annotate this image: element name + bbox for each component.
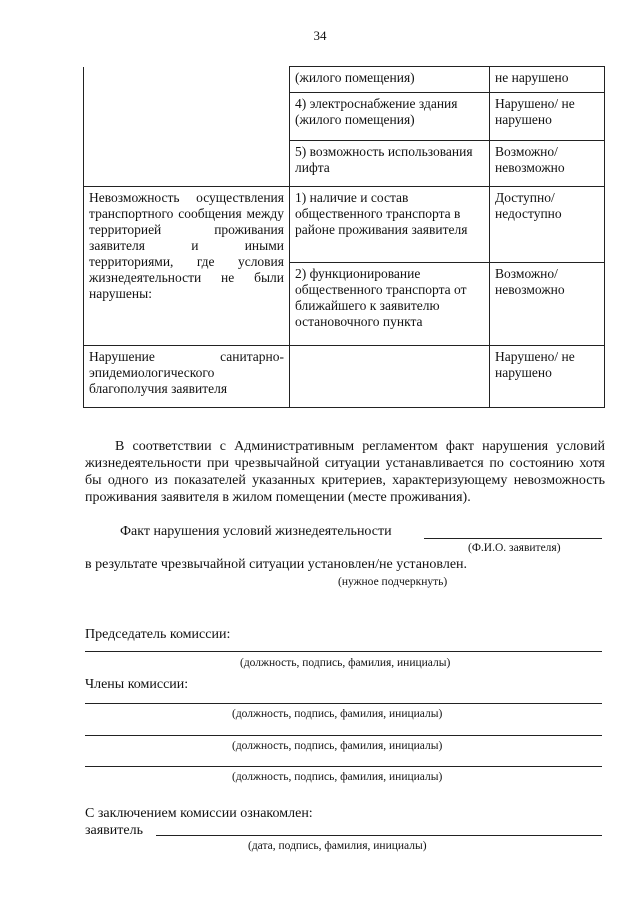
status-cell: Нарушено/ не нарушено: [490, 93, 605, 141]
criterion-cell: [84, 67, 290, 93]
status-cell: Нарушено/ не нарушено: [490, 346, 605, 408]
table-row: [84, 187, 605, 263]
applicant-name-line[interactable]: [424, 538, 602, 539]
chairman-label: Председатель комиссии:: [85, 627, 231, 642]
fact-result: в результате чрезвычайной ситуации установлен/не установлен.: [85, 557, 468, 572]
chairman-signature-hint: (должность, подпись, фамилия, инициалы): [240, 657, 451, 669]
member-signature-hint: (должность, подпись, фамилия, инициалы): [232, 771, 443, 783]
criterion-cell: [84, 93, 290, 141]
applicant-signature-line[interactable]: [156, 835, 602, 836]
indicator-cell: 1) наличие и состав общественного транспорта в районе проживания заявителя: [290, 187, 490, 263]
criterion-cell: [84, 141, 290, 187]
table-row: [84, 346, 605, 408]
criteria-table: [83, 66, 605, 408]
member-signature-line[interactable]: [85, 735, 602, 736]
chairman-signature-line[interactable]: [85, 651, 602, 652]
table-row: [84, 67, 605, 93]
applicant-signature-hint: (дата, подпись, фамилия, инициалы): [248, 840, 427, 852]
member-signature-line[interactable]: [85, 766, 602, 767]
regulation-paragraph-text: В соответствии с Административным регламентом факт нарушения условий жизнедеятельности при чрезвычайной ситуации устанавливается по состоянию хотя бы одного из показателей указанных критериев, характеризующему невозможность проживания заявителя в жилом помещении (месте проживания).: [85, 439, 605, 505]
acquainted-label: С заключением комиссии ознакомлен:: [85, 806, 313, 821]
applicant-name-hint: (Ф.И.О. заявителя): [468, 542, 561, 554]
table-row: [84, 93, 605, 141]
indicator-cell: [290, 346, 490, 408]
indicator-cell: 2) функционирование общественного транспорта от ближайшего к заявителю остановочного пункта: [290, 263, 490, 346]
applicant-label: заявитель: [85, 823, 143, 838]
indicator-cell: 5) возможность использования лифта: [290, 141, 490, 187]
member-signature-line[interactable]: [85, 703, 602, 704]
member-signature-hint: (должность, подпись, фамилия, инициалы): [232, 708, 443, 720]
members-label: Члены комиссии:: [85, 677, 189, 692]
status-cell: не нарушено: [490, 67, 605, 93]
regulation-paragraph: [85, 438, 605, 506]
table-row: [84, 141, 605, 187]
status-cell: Возможно/ невозможно: [490, 141, 605, 187]
member-signature-hint: (должность, подпись, фамилия, инициалы): [232, 740, 443, 752]
fact-label: Факт нарушения условий жизнедеятельности: [120, 524, 392, 539]
criterion-cell: Нарушение санитарно-эпидемиологического благополучия заявителя: [84, 346, 290, 408]
page-number: 34: [313, 28, 327, 43]
indicator-cell: 4) электроснабжение здания (жилого помещения): [290, 93, 490, 141]
criterion-cell: Невозможность осуществления транспортного сообщения между территорией проживания заявителя и иными территориями, где условия жизнедеятельности не были нарушены:: [84, 187, 290, 346]
status-cell: Возможно/ невозможно: [490, 263, 605, 346]
indicator-cell: (жилого помещения): [290, 67, 490, 93]
fact-result-hint: (нужное подчеркнуть): [338, 576, 448, 588]
status-cell: Доступно/ недоступно: [490, 187, 605, 263]
